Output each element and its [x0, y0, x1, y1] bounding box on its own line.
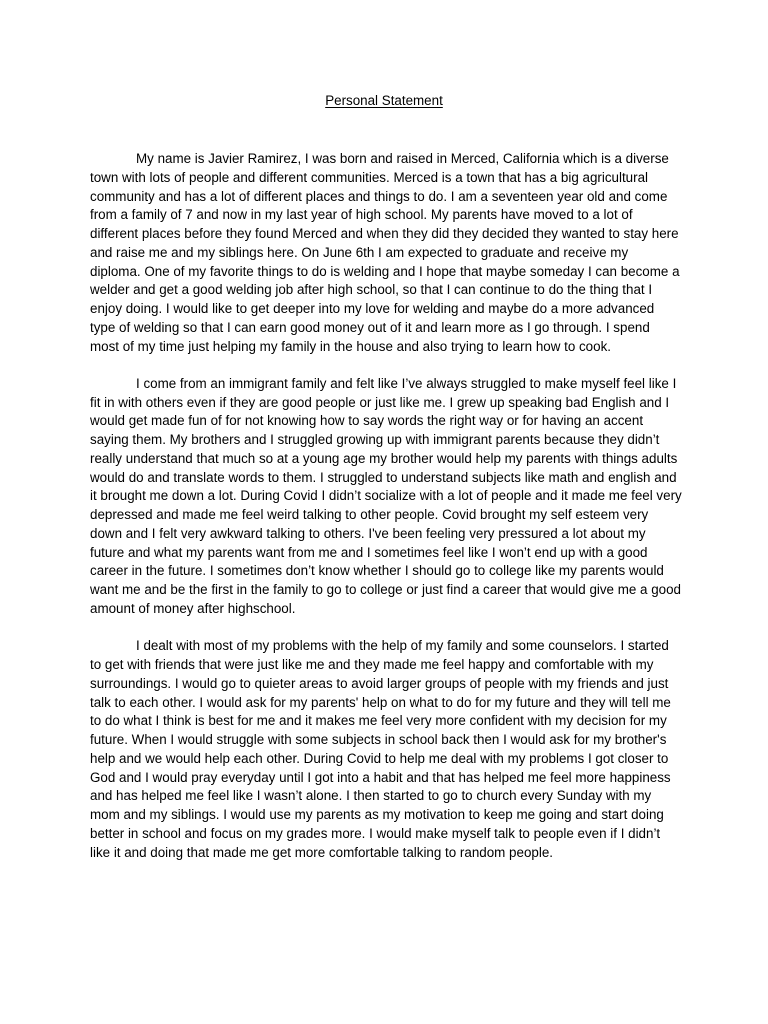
document-body	[90, 150, 682, 881]
document-title: Personal Statement	[325, 93, 443, 108]
paragraph-1: My name is Javier Ramirez, I was born and raised in Merced, California which is a diverse town with lots of people and different communities. Merced is a town that has a big agricultural community and has a lot of different places and things to do. I am a seventeen year old and come from a family of 7 and now in my last year of high school. My parents have moved to a lot of different places before they found Merced and when they did they decided they wanted to stay here and raise me and my siblings here. On June 6th I am expected to graduate and receive my diploma. One of my favorite things to do is welding and I hope that maybe someday I can become a welder and get a good welding job after high school, so that I can continue to do the thing that I enjoy doing. I would like to get deeper into my love for welding and maybe do a more advanced type of welding so that I can earn good money out of it and learn more as I go through. I spend most of my time just helping my family in the house and also trying to learn how to cook.	[90, 151, 680, 354]
paragraph-3: I dealt with most of my problems with the help of my family and some counselors. I started to get with friends that were just like me and they made me feel happy and comfortable with my surroundings. I would go to quieter areas to avoid larger groups of people with my friends and just talk to each other. I would ask for my parents' help on what to do for my future and they will tell me to do what I think is best for me and it makes me feel very more confident with my decision for my future. When I would struggle with some subjects in school back then I would ask for my brother's help and we would help each other. During Covid to help me deal with my problems I got closer to God and I would pray everyday until I got into a habit and that has helped me feel more happiness and has helped me feel like I wasn’t alone. I then started to go to church every Sunday with my mom and my siblings. I would use my parents as my motivation to keep me going and start doing better in school and focus on my grades more. I would make myself talk to people even if I didn’t like it and doing that made me get more comfortable talking to random people.	[90, 638, 671, 860]
paragraph-2: I come from an immigrant family and felt like I’ve always struggled to make myself feel like I fit in with others even if they are good people or just like me. I grew up speaking bad English and I would get made fun of for not knowing how to say words the right way or for having an accent saying them. My brothers and I struggled growing up with immigrant parents because they didn’t really understand that much so at a young age my brother would help my parents with things adults would do and translate words to them. I struggled to understand subjects like math and english and it brought me down a lot. During Covid I didn’t socialize with a lot of people and it made me feel very depressed and made me feel weird talking to other people. Covid brought my self esteem very down and I felt very awkward talking to others. I've been feeling very pressured a lot about my future and what my parents want from me and I sometimes feel like I won’t end up with a good career in the future. I sometimes don’t know whether I should go to college like my parents would want me and be the first in the family to go to college or just find a career that would give me a good amount of money after highschool.	[90, 375, 682, 616]
